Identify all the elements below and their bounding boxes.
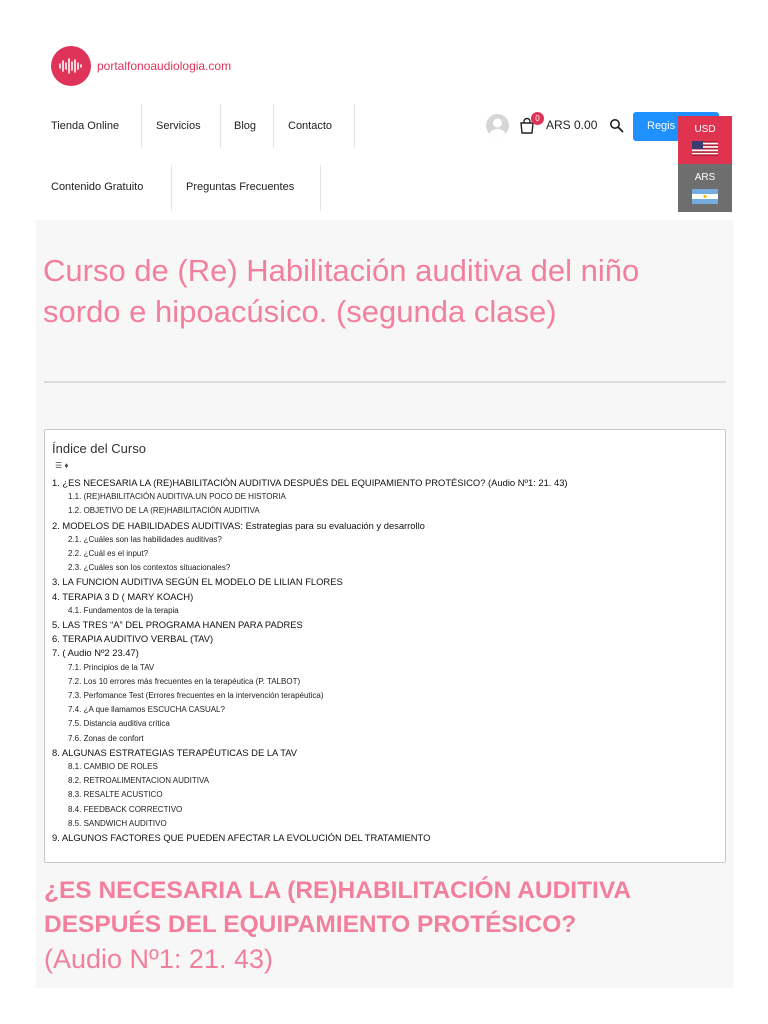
toc-link[interactable]: 8.1. CAMBIO DE ROLES	[68, 762, 158, 772]
title-divider	[44, 381, 726, 383]
toc-link[interactable]: 7.6. Zonas de confort	[68, 733, 144, 743]
toc-link[interactable]: 3. LA FUNCION AUDITIVA SEGÚN EL MODELO DE LILIAN FLORES	[52, 576, 343, 588]
register-button[interactable]: Regis	[633, 112, 719, 141]
toc-toggle-icon[interactable]: ☰ ♦	[55, 461, 69, 470]
toc-link[interactable]: 1.2. OBJETIVO DE LA (RE)HABILITACIÓN AUDITIVA	[68, 506, 260, 516]
nav-item-preguntas-frecuentes[interactable]: Preguntas Frecuentes	[186, 181, 295, 193]
section-heading-text: ¿ES NECESARIA LA (RE)HABILITACIÓN AUDITIVA DESPUÉS DEL EQUIPAMIENTO PROTÉSICO?	[44, 877, 631, 938]
sound-wave-icon	[51, 46, 91, 86]
toc-link[interactable]: 5. LAS TRES “A” DEL PROGRAMA HANEN PARA PADRES	[52, 619, 303, 631]
us-flag-icon	[692, 141, 718, 156]
nav-divider	[273, 104, 274, 148]
toc-title: Índice del Curso	[52, 441, 146, 456]
nav-item-contacto[interactable]: Contacto	[288, 120, 333, 132]
toc-list	[52, 476, 568, 845]
nav-divider	[354, 104, 355, 148]
nav-divider	[171, 165, 172, 211]
toc-link[interactable]: 8. ALGUNAS ESTRATEGIAS TERAPÉUTICAS DE LA TAV	[52, 746, 298, 758]
currency-option-usd[interactable]	[678, 116, 732, 164]
toc-link[interactable]: 9. ALGUNOS FACTORES QUE PUEDEN AFECTAR LA EVOLUCIÓN DEL TRATAMIENTO	[52, 832, 431, 844]
toc-link[interactable]: 2. MODELOS DE HABILIDADES AUDITIVAS: Estrategias para su evaluación y desarrollo	[52, 519, 425, 531]
section-heading	[44, 874, 734, 978]
nav-item-contenido-gratuito[interactable]: Contenido Gratuito	[51, 181, 144, 193]
site-logo-text: portalfonoaudiologia.com	[97, 59, 232, 73]
argentina-flag-icon	[692, 189, 718, 204]
toc-link[interactable]: 7.1. Principios de la TAV	[68, 662, 155, 672]
currency-code: ARS	[694, 172, 716, 183]
site-logo[interactable]	[51, 46, 231, 86]
nav-divider	[220, 104, 221, 148]
currency-option-ars[interactable]	[678, 164, 732, 212]
nav-item-tienda-online[interactable]: Tienda Online	[51, 120, 120, 132]
cart-total[interactable]: ARS 0.00	[546, 118, 598, 132]
toc-link[interactable]: 4. TERAPIA 3 D ( MARY KOACH)	[52, 590, 194, 602]
currency-code: USD	[694, 124, 716, 135]
table-of-contents	[44, 429, 726, 863]
toc-link[interactable]: 6. TERAPIA AUDITIVO VERBAL (TAV)	[52, 633, 214, 645]
search-icon[interactable]	[609, 118, 624, 133]
nav-divider	[320, 165, 321, 211]
toc-link[interactable]: 7.3. Perfomance Test (Errores frecuentes en la intervención terapéutica)	[68, 691, 324, 701]
section-subheading: (Audio Nº1: 21. 43)	[44, 944, 273, 974]
toc-link[interactable]: 8.2. RETROALIMENTACION AUDITIVA	[68, 776, 210, 786]
toc-link[interactable]: 7.5. Distancia auditiva crítica	[68, 719, 170, 729]
toc-link[interactable]: 2.1. ¿Cuáles son las habilidades auditivas?	[68, 534, 222, 544]
toc-link[interactable]: 1.1. (RE)HABILITACIÓN AUDITIVA.UN POCO DE HISTORIA	[68, 492, 286, 502]
user-avatar-icon[interactable]	[486, 114, 509, 137]
toc-link[interactable]: 7.4. ¿A que llamamos ESCUCHA CASUAL?	[68, 705, 225, 715]
toc-link[interactable]: 2.2. ¿Cuál es el input?	[68, 549, 149, 559]
toc-link[interactable]: 8.3. RESALTE ACUSTICO	[68, 790, 163, 800]
toc-link[interactable]: 2.3. ¿Cuáles son los contextos situacionales?	[68, 563, 231, 573]
page-title: Curso de (Re) Habilitación auditiva del niño sordo e hipoacúsico. (segunda clase)	[43, 253, 640, 329]
nav-item-blog[interactable]: Blog	[234, 120, 257, 132]
toc-link[interactable]: 8.5. SANDWICH AUDITIVO	[68, 818, 167, 828]
toc-link[interactable]: 7. ( Audio Nº2 23.47)	[52, 647, 139, 659]
toc-link[interactable]: 1. ¿ES NECESARIA LA (RE)HABILITACIÓN AUDITIVA DESPUÉS DEL EQUIPAMIENTO PROTÉSICO? (Audio Nº1: 21. 43)	[52, 477, 568, 488]
cart-count-badge: 0	[531, 112, 544, 125]
toc-link[interactable]: 4.1. Fundamentos de la terapia	[68, 605, 179, 615]
nav-item-servicios[interactable]: Servicios	[156, 120, 201, 132]
nav-divider	[141, 104, 142, 148]
toc-link[interactable]: 8.4. FEEDBACK CORRECTIVO	[68, 804, 183, 814]
toc-link[interactable]: 7.2. Los 10 errores más frecuentes en la terapéutica (P. TALBOT)	[68, 676, 301, 686]
